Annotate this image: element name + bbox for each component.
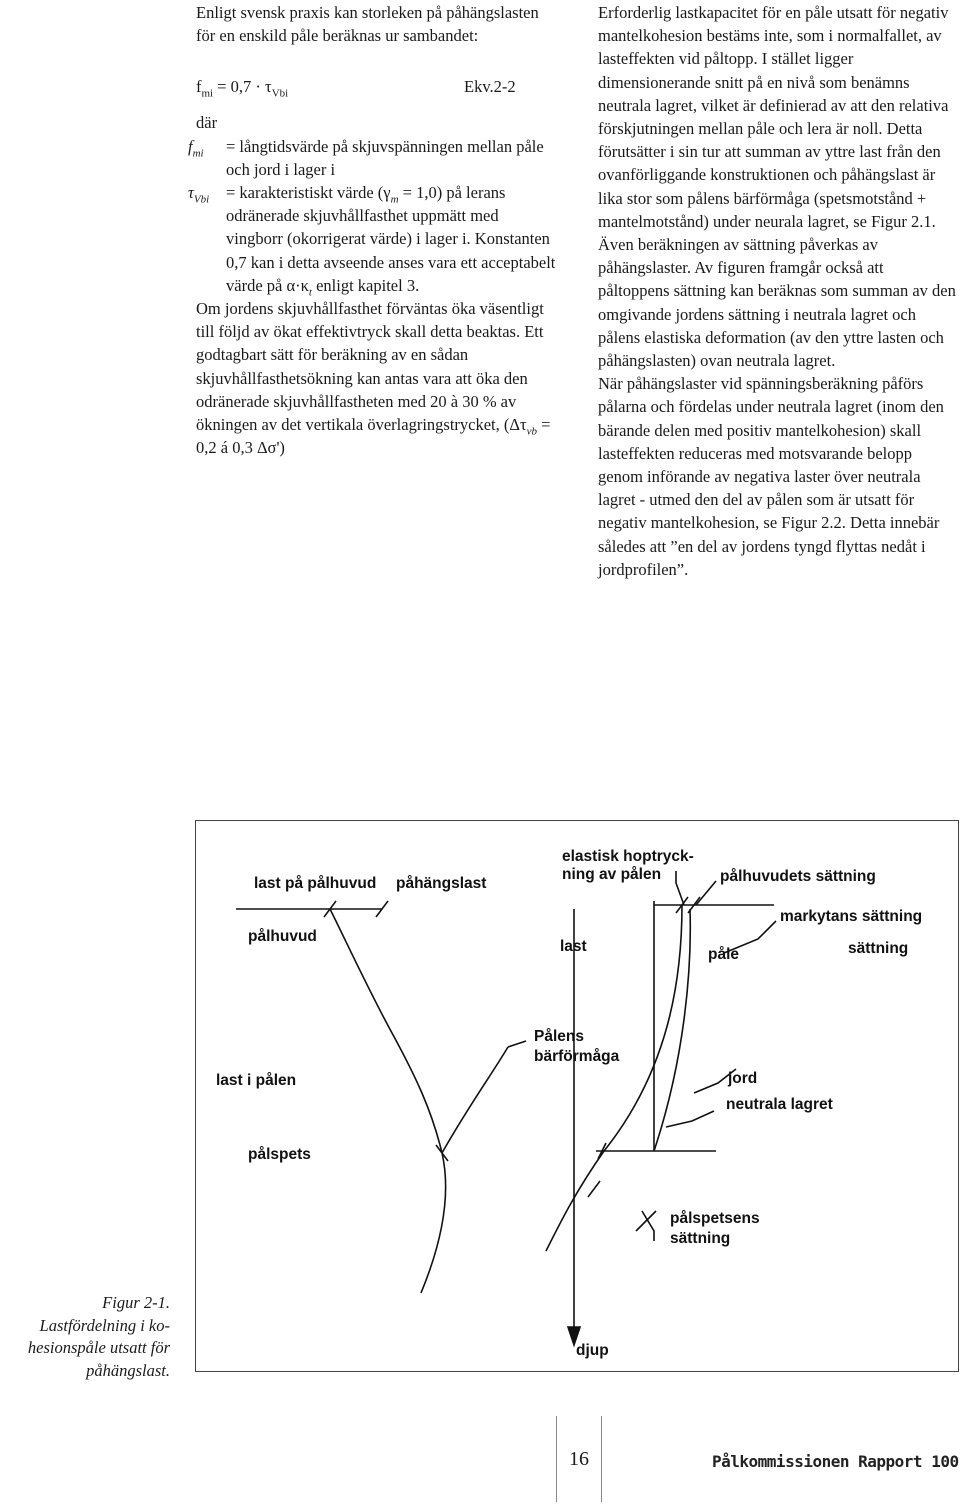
equation-2-2 — [196, 75, 558, 101]
right-column — [598, 1, 958, 581]
label-head-settlement: pålhuvudets sättning — [720, 868, 876, 885]
label-surface-settlement: markytans sättning — [780, 908, 923, 925]
bearing-capacity-curve — [442, 1047, 508, 1153]
label-load: last — [560, 938, 587, 955]
label-bearing-1: Pålens — [534, 1028, 584, 1045]
load-capacity-paragraph: Erforderlig lastkapacitet för en påle utsatt för negativ mantelkohesion bestäms inte, som i normalfallet, av lasteffekten vid påltopp. I stället ligger dimensionerande snitt på en nivå som benämns neutrala lagret, vilket är definierad av att den relativa förskjutningen mellan påle och lera är noll. Detta förutsätter i sin tur att summan av yttre last från den ovanförliggande konstruktionen och påhängslast är lika stor som pålens bärförmåga (spetsmotstånd + mantelmotstånd) under neurala lagret, se Figur 2.1. Även beräkningen av sättning påverkas av påhängslaster. Av figuren framgår också att påltoppens sättning kan beräknas som summan av den omgivande jordens sättning i neutrala lagret och pålens elastiska deformation (av den yttre lasten och påhängslasten) ovan neutrala lagret. — [598, 3, 956, 371]
definitions-list — [188, 111, 558, 299]
label-pile-head: pålhuvud — [248, 928, 317, 945]
where-label: där — [196, 113, 218, 133]
label-bearing-2: bärförmåga — [534, 1048, 620, 1065]
label-elastic-2: ning av pålen — [562, 866, 662, 883]
label-head-load: last på pålhuvud — [254, 875, 377, 892]
equation-expression: $f_{mi} = 0,7 \cdot \tau_{Vbi}$ — [196, 77, 289, 100]
report-title: Pålkommissionen Rapport 100 — [712, 1452, 959, 1471]
label-soil: jord — [728, 1070, 758, 1087]
label-settlement: sättning — [848, 940, 909, 957]
figure-drawing — [196, 821, 960, 1373]
shear-strength-paragraph: Om jordens skjuvhållfasthet förväntas öka väsentligt till följd av ökat effektivtryck skall detta beaktas. Ett godtagbart sätt för beräkning av en sådan skjuvhållfasthetsökning kan antas vara att öka den odränerade skjuvhållfastheten med 20 à 30 % av ökningen av det vertikala överlagringstrycket, ($\Delta\tau_{vb} = 0,2$ á 0,3 Δσ') — [196, 299, 551, 458]
page-number: 16 — [556, 1416, 602, 1502]
label-neutral-plane: neutrala lagret — [726, 1096, 833, 1113]
negative-friction-paragraph: När påhängslaster vid spänningsberäkning påförs pålarna och fördelas under neutrala lagret (inom den bärande delen med positiv mantelkohesion) skall lasteffekten reduceras med motsvarande belopp genom införande av negativa laster över neutrala lagret - utmed den del av pålen som är utsatt för negativ mantelkohesion, se Figur 2.2. Detta innebär således att ”en del av jordens tyngd flyttas nedåt i jordprofilen”. — [598, 374, 944, 579]
label-load-in-pile: last i pålen — [216, 1072, 297, 1089]
left-column — [188, 1, 558, 459]
equation-number: Ekv.2-2 — [464, 77, 516, 97]
definition-fmi — [188, 135, 558, 181]
label-pile: påle — [708, 946, 740, 963]
definition-tau-vbi — [188, 181, 558, 299]
intro-paragraph: Enligt svensk praxis kan storleken på påhängslasten för en enskild påle beräknas ur sambandet: — [196, 3, 539, 46]
pile-settlement-curve — [654, 909, 690, 1151]
definition-text: = karakteristiskt värde $(\gamma_m = 1,0)$ på lerans odränerade skjuvhållfasthet uppmätt med vingborr (okorrigerat värde) i lager i. Konstanten 0,7 kan i detta avseende anses vara ett acceptabelt värde på $\alpha\cdot\kappa_t$ enligt kapitel 3. — [226, 183, 556, 299]
load-in-pile-curve — [330, 909, 446, 1293]
soil-settlement-curve — [546, 905, 682, 1251]
load-distribution-figure — [195, 820, 959, 1372]
symbol-tau-vbi: $\tau_{Vbi}$ — [188, 183, 210, 206]
definition-text: = långtidsvärde på skjuvspänningen mellan påle och jord i lager i — [226, 136, 544, 179]
figure-caption: Figur 2-1. Lastfördelning i ko- hesionspåle utsatt för påhängslast. — [27, 1293, 170, 1380]
leader-elastic — [676, 871, 684, 905]
label-tip-settlement-1: pålspetsens — [670, 1210, 760, 1227]
label-pile-tip: pålspets — [248, 1146, 311, 1163]
label-tip-settlement-2: sättning — [670, 1230, 731, 1247]
symbol-fmi: $f_{mi}$ — [188, 136, 204, 159]
label-depth: djup — [576, 1342, 609, 1359]
label-dragload: påhängslast — [396, 875, 487, 892]
label-elastic-1: elastisk hoptryck- — [562, 848, 694, 865]
